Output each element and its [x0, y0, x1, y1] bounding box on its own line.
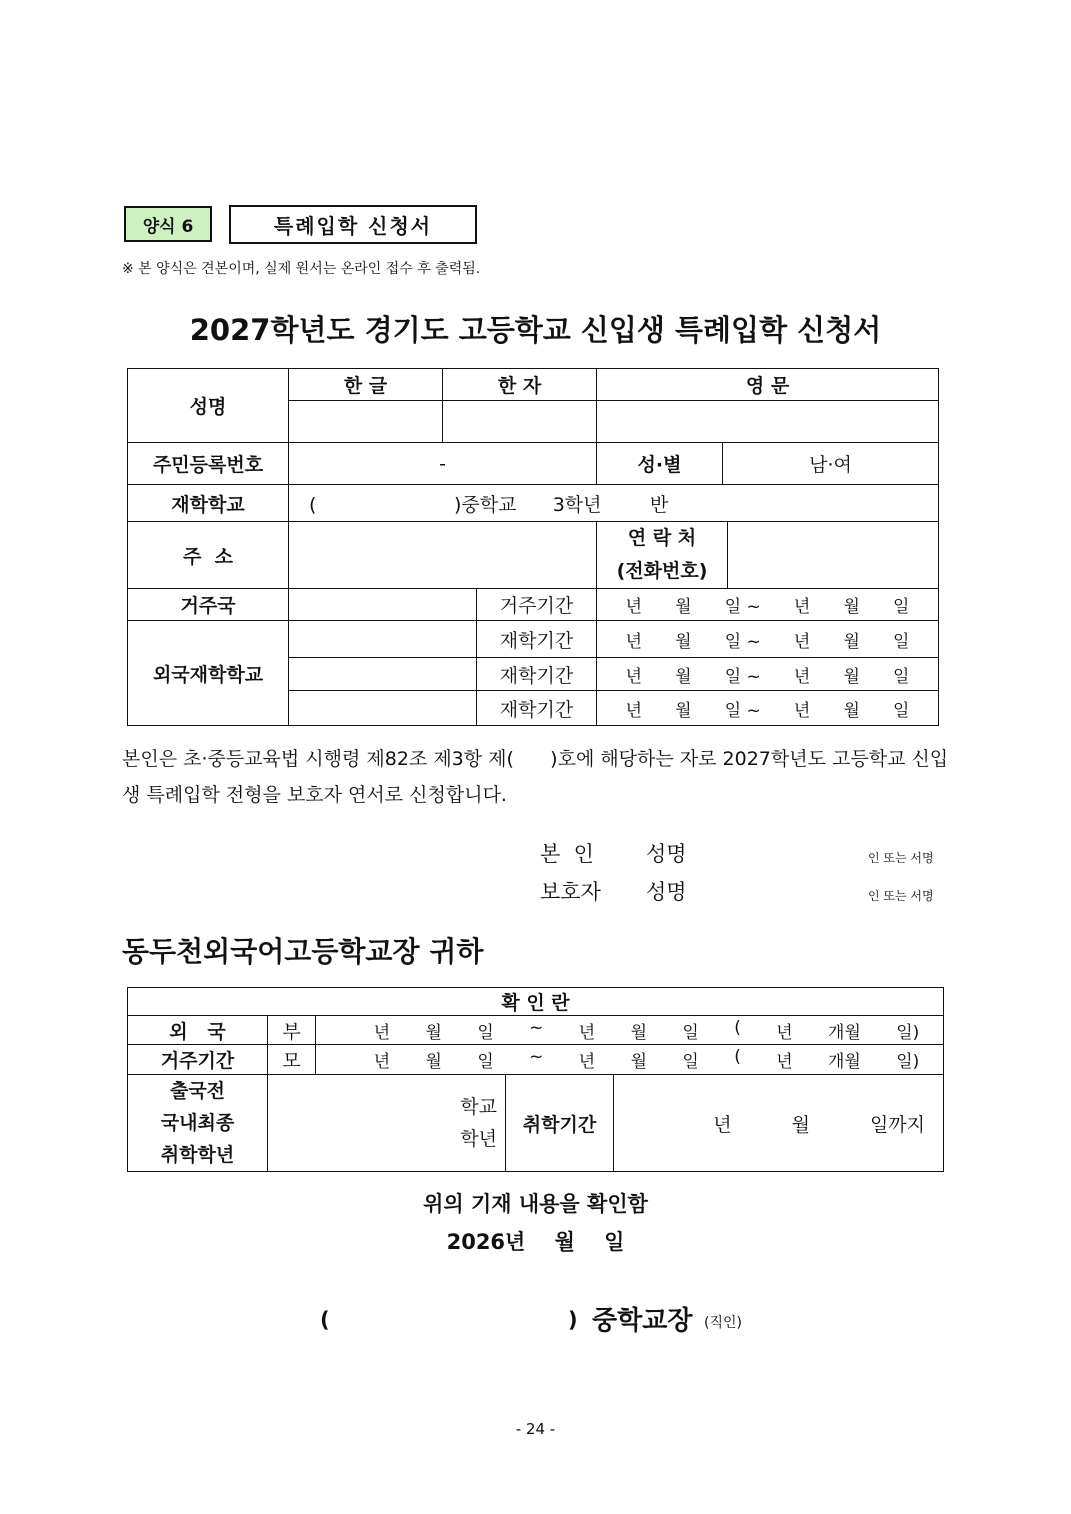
period-years: 년 — [776, 1052, 793, 1072]
prior-label-line: 취학학년 — [160, 1144, 235, 1166]
date-range — [597, 696, 938, 721]
grade-word: 학년 — [460, 1128, 497, 1150]
date-day-tilde: 일 ~ — [724, 700, 761, 721]
period-range — [316, 1047, 943, 1072]
period-year: 년 — [578, 1022, 596, 1043]
prior-label-line: 국내최종 — [160, 1112, 235, 1134]
prior-school-field[interactable] — [268, 1075, 506, 1172]
period-month: 월 — [425, 1052, 442, 1072]
page-title: 2027학년도 경기도 고등학교 신입생 특례입학 신청서 — [189, 313, 882, 347]
period-year: 년 — [373, 1022, 391, 1043]
school-label: 재학학교 — [128, 485, 289, 522]
residence-period-label: 거주기간 — [477, 589, 597, 621]
residence-country-label: 거주국 — [128, 589, 289, 621]
address-label: 주 소 — [128, 522, 289, 589]
study-period-field[interactable] — [597, 691, 939, 726]
official-seal-label: (직인) — [704, 1315, 742, 1331]
english-name-label: 영 문 — [597, 369, 939, 401]
school-field[interactable] — [289, 485, 939, 522]
period-range — [316, 1018, 943, 1043]
contact-field[interactable] — [728, 522, 939, 589]
prior-label-line: 출국전 — [169, 1080, 226, 1102]
study-period-label: 재학기간 — [477, 658, 597, 691]
prior-grade-label — [128, 1075, 268, 1172]
rrn-label: 주민등록번호 — [128, 443, 289, 485]
attend-month: 월 — [791, 1113, 810, 1136]
period-paren: ( — [734, 1017, 741, 1038]
foreign-school-field[interactable] — [289, 691, 477, 726]
study-period-label: 재학기간 — [477, 691, 597, 726]
study-period-label: 재학기간 — [477, 621, 597, 658]
date-day: 일 — [893, 631, 910, 652]
date-month: 월 — [843, 666, 860, 687]
confirm-date: 2026년 월 일 — [446, 1230, 625, 1254]
hanja-name-field[interactable] — [443, 401, 597, 443]
father-period-field[interactable] — [316, 1016, 944, 1045]
date-year: 년 — [793, 597, 811, 617]
period-month: 월 — [630, 1052, 647, 1072]
hanja-name-label: 한 자 — [443, 369, 597, 401]
attend-year: 년 — [713, 1113, 732, 1136]
attend-period-label: 취학기간 — [506, 1075, 614, 1172]
period-day: 일 — [682, 1052, 699, 1072]
date-day-tilde: 일 ~ — [724, 597, 761, 617]
date-range — [597, 662, 938, 687]
statement-text: 본인은 초·중등교육법 시행령 제82조 제3항 제( )호에 해당하는 자로 2027학년도 고등학교 신입생 특례입학 전형을 보호자 연서로 신청합니다. — [122, 748, 949, 806]
period-month: 월 — [425, 1022, 442, 1043]
attend-date — [614, 1110, 943, 1137]
date-day-tilde: 일 ~ — [724, 666, 761, 687]
date-range — [597, 627, 938, 652]
self-seal-label: 인 또는 서명 — [868, 851, 934, 865]
english-name-field[interactable] — [597, 401, 939, 443]
principal-open-paren: ( — [320, 1308, 330, 1332]
confirm-table — [127, 987, 944, 1172]
date-year: 년 — [793, 631, 811, 652]
period-months: 개월 — [828, 1022, 861, 1043]
period-paren: ( — [734, 1047, 741, 1067]
school-word: 학교 — [460, 1096, 497, 1118]
attend-period-field[interactable] — [614, 1075, 944, 1172]
foreign-school-label: 외국재학학교 — [128, 621, 289, 726]
date-year: 년 — [625, 597, 643, 617]
attend-until: 일까지 — [869, 1113, 925, 1136]
mother-period-field[interactable] — [316, 1045, 944, 1075]
date-month: 월 — [675, 700, 692, 721]
name-label: 성명 — [128, 369, 289, 443]
foreign-residence-label-bottom: 거주기간 — [128, 1045, 268, 1075]
period-year: 년 — [578, 1052, 596, 1072]
period-months: 개월 — [828, 1052, 861, 1072]
date-month: 월 — [843, 597, 860, 617]
date-month: 월 — [675, 666, 692, 687]
period-year: 년 — [373, 1052, 391, 1072]
date-month: 월 — [843, 631, 860, 652]
date-year: 년 — [793, 700, 811, 721]
guardian-name-label: 성명 — [646, 880, 687, 904]
confirm-statement: 위의 기재 내용을 확인함 — [423, 1192, 648, 1216]
principal-close-paren: ) — [568, 1308, 578, 1332]
study-period-field[interactable] — [597, 658, 939, 691]
school-open-paren: ( — [309, 493, 317, 516]
principal-title: 중학교장 — [592, 1306, 693, 1336]
date-year: 년 — [625, 700, 643, 721]
foreign-school-field[interactable] — [289, 621, 477, 658]
page-number: - 24 - — [515, 1420, 556, 1438]
residence-country-field[interactable] — [289, 589, 477, 621]
gender-field[interactable]: 남·여 — [723, 443, 939, 485]
guardian-seal-label: 인 또는 서명 — [868, 889, 934, 903]
contact-label-main: 연 락 처 — [627, 527, 697, 549]
date-month: 월 — [675, 597, 692, 617]
form-name-badge: 특례입학 신청서 — [229, 205, 477, 244]
period-tilde: ~ — [529, 1047, 544, 1067]
period-days: 일) — [896, 1022, 920, 1043]
address-field[interactable] — [289, 522, 597, 589]
contact-label — [597, 522, 728, 589]
contact-label-sub: (전화번호) — [616, 560, 708, 582]
period-days: 일) — [896, 1052, 920, 1072]
study-period-field[interactable] — [597, 621, 939, 658]
residence-period-field[interactable] — [597, 589, 939, 621]
date-month: 월 — [675, 631, 692, 652]
self-label: 본 인 — [540, 842, 594, 866]
period-tilde: ~ — [529, 1017, 544, 1038]
period-years: 년 — [776, 1022, 793, 1043]
date-day-tilde: 일 ~ — [724, 631, 761, 652]
korean-name-field[interactable] — [289, 401, 443, 443]
date-year: 년 — [793, 666, 811, 687]
period-day: 일 — [477, 1022, 494, 1043]
application-table — [127, 368, 939, 726]
foreign-residence-label-top: 외 국 — [128, 1016, 268, 1045]
date-month: 월 — [843, 700, 860, 721]
gender-label: 성·별 — [597, 443, 723, 485]
date-year: 년 — [625, 666, 643, 687]
rrn-field[interactable]: - — [289, 443, 597, 485]
period-month: 월 — [630, 1022, 647, 1043]
father-label: 부 — [268, 1016, 316, 1045]
period-day: 일 — [477, 1052, 494, 1072]
korean-name-label: 한 글 — [289, 369, 443, 401]
date-year: 년 — [625, 631, 643, 652]
confirm-heading: 확 인 란 — [128, 988, 944, 1016]
self-name-label: 성명 — [646, 842, 687, 866]
form-number-badge: 양식 6 — [124, 206, 212, 242]
school-value: )중학교 3학년 반 — [454, 493, 669, 516]
guardian-label: 보호자 — [540, 880, 601, 904]
date-day: 일 — [893, 666, 910, 687]
sample-note: ※ 본 양식은 견본이며, 실제 원서는 온라인 접수 후 출력됨. — [122, 261, 481, 277]
period-day: 일 — [682, 1022, 699, 1043]
recipient-title: 동두천외국어고등학교장 귀하 — [122, 935, 484, 968]
foreign-school-field[interactable] — [289, 658, 477, 691]
mother-label: 모 — [268, 1045, 316, 1075]
date-day: 일 — [893, 597, 910, 617]
date-range — [597, 592, 938, 617]
date-day: 일 — [893, 700, 910, 721]
